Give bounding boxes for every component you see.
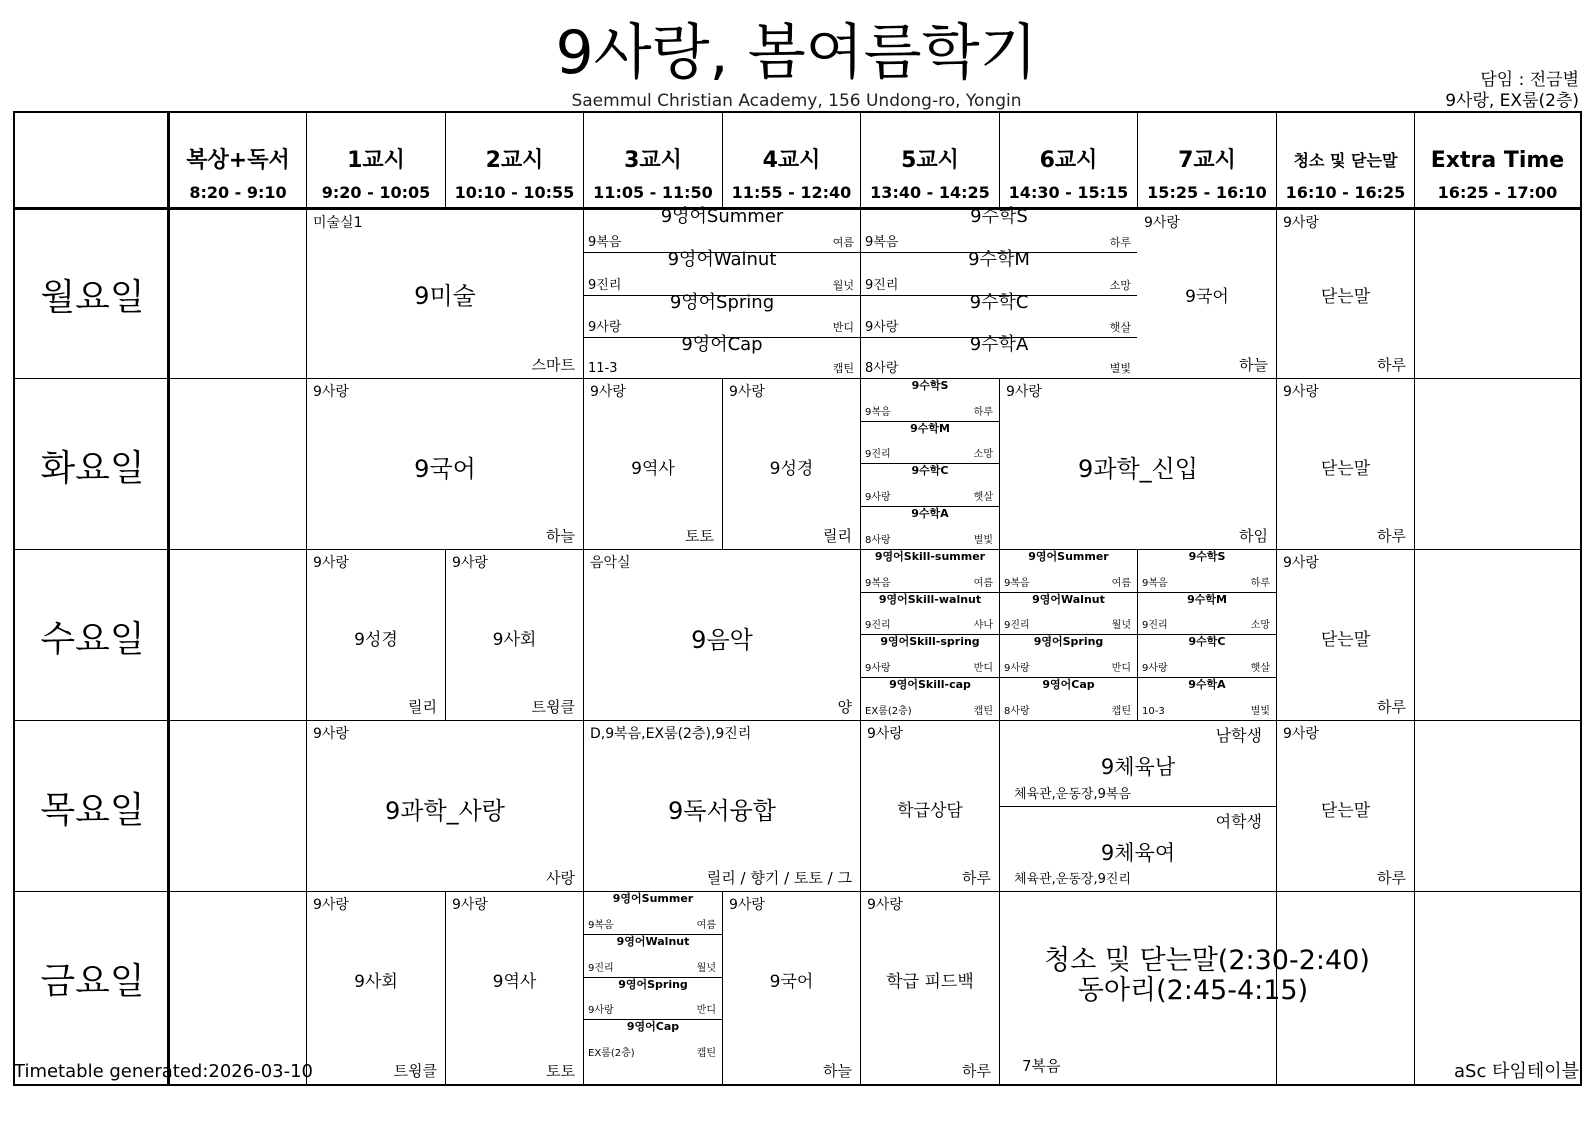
lesson-subject: 9영어Skill-walnut <box>878 593 982 606</box>
lesson-subject: 9수학S <box>911 379 949 392</box>
lesson-subject: 9영어Summer <box>660 206 784 227</box>
lesson-subject: 9음악 <box>691 626 753 654</box>
lesson-teacher: 하루 <box>973 407 993 418</box>
lesson-cell[interactable] <box>1138 210 1276 378</box>
period-time: 16:25 - 17:00 <box>1437 183 1558 202</box>
lesson-room: 9사랑 <box>1142 663 1168 674</box>
lesson-teacher: 캡틴 <box>973 706 993 717</box>
period-time: 15:25 - 16:10 <box>1147 183 1267 202</box>
lesson-subject: 9수학C <box>1188 635 1226 648</box>
lesson-teacher: 별빛 <box>1109 362 1131 375</box>
lesson-room: 8사랑 <box>865 535 891 546</box>
lesson-teacher: 사랑 <box>546 869 575 887</box>
split-lesson[interactable] <box>584 1020 722 1062</box>
lesson-cell[interactable] <box>307 892 445 1084</box>
lesson-subject: 9영어Summer <box>1028 550 1109 563</box>
lesson-subject: 9역사 <box>492 972 537 992</box>
lesson-room: 9복음 <box>865 578 891 589</box>
lesson-subject: 9국어 <box>769 972 814 992</box>
lesson-subject: 9국어 <box>414 455 476 483</box>
period-header <box>170 113 306 207</box>
lesson-room: EX룸(2층) <box>588 1048 635 1059</box>
lesson-room: 9사랑 <box>1004 663 1030 674</box>
period-name: 5교시 <box>901 148 959 173</box>
lesson-room: 9사랑 <box>313 384 349 400</box>
lesson-room: 9사랑 <box>865 663 891 674</box>
lesson-room: 9복음 <box>588 235 622 250</box>
day-label-thursday: 목요일 <box>40 790 145 831</box>
split-lesson[interactable] <box>584 334 860 378</box>
period-header <box>861 113 999 207</box>
lesson-cell[interactable] <box>723 892 860 1084</box>
lesson-subject: 학급상담 <box>897 801 963 821</box>
lesson-teacher: 트윙클 <box>531 698 575 716</box>
split-lesson[interactable] <box>584 935 722 978</box>
lesson-room: 9사랑 <box>313 897 349 913</box>
lesson-teacher: 하루 <box>962 869 991 887</box>
lesson-teacher: 하루 <box>1377 869 1406 887</box>
period-name: 7교시 <box>1178 148 1236 173</box>
lesson-cell[interactable] <box>584 721 860 891</box>
lesson-teacher: 소망 <box>1250 620 1270 631</box>
split-lesson[interactable] <box>861 206 1137 253</box>
period-header <box>1138 113 1276 207</box>
lesson-teacher: 여름 <box>832 236 854 249</box>
lesson-room: 9진리 <box>865 449 891 460</box>
lesson-room: 7복음 <box>1022 1057 1061 1075</box>
period-time: 8:20 - 9:10 <box>189 183 287 202</box>
lesson-subject: 9영어Skill-spring <box>880 635 980 648</box>
lesson-subject: 9영어Spring <box>1033 635 1104 648</box>
lesson-cell[interactable] <box>723 379 860 549</box>
lesson-cell[interactable] <box>1277 210 1414 378</box>
lesson-subject: 닫는말 <box>1320 287 1371 307</box>
period-time: 13:40 - 14:25 <box>870 183 990 202</box>
lesson-subject: 9수학A <box>911 507 949 520</box>
split-lesson-cell <box>1000 550 1137 720</box>
split-lesson[interactable] <box>1000 635 1137 678</box>
lesson-room: 10-3 <box>1142 706 1165 717</box>
lesson-room: 9사랑 <box>452 555 488 571</box>
lesson-subject: 9수학C <box>911 464 949 477</box>
period-name: 청소 및 닫는말 <box>1293 151 1398 170</box>
lesson-room: D,9복음,EX룸(2층),9진리 <box>590 726 752 742</box>
lesson-subject: 9영어Summer <box>612 892 694 905</box>
lesson-room: 9사랑 <box>865 320 899 335</box>
lesson-subject: 9수학C <box>969 292 1029 313</box>
period-time: 11:05 - 11:50 <box>593 183 713 202</box>
lesson-teacher: 토토 <box>685 527 714 545</box>
lesson-cell[interactable] <box>307 210 583 378</box>
period-header <box>307 113 445 207</box>
lesson-room: 미술실1 <box>313 215 363 231</box>
club-line-1: 청소 및 닫는말(2:30-2:40) <box>1044 945 1370 976</box>
split-lesson-cell <box>1138 550 1276 720</box>
lesson-teacher: 햇살 <box>1250 663 1270 674</box>
lesson-room: 9진리 <box>865 620 891 631</box>
lesson-subject: 9성경 <box>354 630 398 650</box>
period-header <box>1415 113 1580 207</box>
split-lesson[interactable] <box>861 507 999 549</box>
lesson-teacher: 월넛 <box>696 963 716 974</box>
lesson-teacher: 양 <box>837 698 852 716</box>
lesson-subject: 9영어Cap <box>681 334 763 355</box>
period-name: 4교시 <box>762 148 821 173</box>
lesson-room: 체육관,운동장,9복음 <box>1014 787 1131 802</box>
lesson-room: 9사랑 <box>865 492 891 503</box>
lesson-subject: 9수학S <box>1188 550 1226 563</box>
lesson-subject: 9영어Skill-cap <box>889 678 971 691</box>
split-lesson[interactable] <box>861 379 999 422</box>
lesson-subject: 9영어Cap <box>1042 678 1095 691</box>
lesson-room: 9진리 <box>588 278 622 293</box>
split-lesson[interactable] <box>861 334 1137 378</box>
lesson-teacher: 하루 <box>962 1062 991 1080</box>
lesson-teacher: 하루 <box>1109 236 1131 249</box>
lesson-cell[interactable] <box>1000 721 1276 807</box>
split-lesson[interactable] <box>1138 635 1276 678</box>
split-lesson[interactable] <box>1000 550 1137 593</box>
day-label-tuesday: 화요일 <box>40 448 145 489</box>
lesson-subject: 9국어 <box>1185 287 1229 307</box>
lesson-teacher: 별빛 <box>973 535 993 546</box>
split-lesson[interactable] <box>1138 550 1276 593</box>
homeroom-class: 9사랑, EX룸(2층) <box>1445 91 1579 111</box>
lesson-room: 9사랑 <box>1006 384 1042 400</box>
lesson-teacher: 반디 <box>696 1005 716 1016</box>
lesson-teacher: 릴리 <box>823 527 852 545</box>
split-lesson[interactable] <box>861 292 1137 338</box>
lesson-teacher: 릴리 / 향기 / 토토 / 그 <box>706 869 852 887</box>
software-credit: aSc 타임테이블 <box>1453 1061 1579 1082</box>
lesson-teacher: 여름 <box>1111 578 1131 589</box>
lesson-room: 9사랑 <box>313 726 349 742</box>
split-lesson-cell <box>861 379 999 549</box>
lesson-subject: 9과학_신입 <box>1077 455 1198 483</box>
lesson-cell[interactable] <box>584 379 722 549</box>
lesson-cell[interactable] <box>446 892 583 1084</box>
timetable-grid <box>13 111 1582 1086</box>
lesson-teacher: 샤나 <box>973 620 993 631</box>
split-lesson[interactable] <box>1000 593 1137 635</box>
lesson-room: 9사랑 <box>590 384 626 400</box>
lesson-teacher: 하임 <box>1239 527 1268 545</box>
lesson-room: 9사랑 <box>1283 384 1319 400</box>
lesson-subject: 닫는말 <box>1320 801 1371 821</box>
lesson-room: 9사랑 <box>867 897 903 913</box>
lesson-subject: 9수학S <box>970 206 1028 227</box>
lesson-subject: 9체육여 <box>1100 841 1176 865</box>
split-lesson[interactable] <box>861 249 1137 296</box>
lesson-teacher: 토토 <box>546 1062 575 1080</box>
lesson-teacher: 하루 <box>1250 578 1270 589</box>
lesson-teacher: 반디 <box>973 663 993 674</box>
lesson-subject: 9영어Cap <box>626 1020 680 1033</box>
day-label-monday: 월요일 <box>40 277 145 318</box>
period-header <box>446 113 583 207</box>
split-lesson[interactable] <box>861 550 999 593</box>
lesson-room: 8사랑 <box>865 361 899 376</box>
lesson-teacher: 트윙클 <box>393 1062 437 1080</box>
lesson-subject: 9수학M <box>910 422 950 435</box>
lesson-subject: 9수학A <box>969 334 1029 355</box>
lesson-room: 9복음 <box>588 920 614 931</box>
lesson-room: 9사랑 <box>588 320 622 335</box>
lesson-room: 음악실 <box>590 555 631 571</box>
split-lesson[interactable] <box>861 464 999 507</box>
lesson-room: 9사랑 <box>1283 555 1319 571</box>
lesson-teacher: 여름 <box>973 578 993 589</box>
lesson-room: EX룸(2층) <box>865 706 912 717</box>
split-lesson-cell <box>861 550 999 720</box>
lesson-room: 9사랑 <box>867 726 903 742</box>
lesson-subject: 9독서융합 <box>667 797 776 825</box>
split-lesson-cell <box>584 892 722 1084</box>
lesson-subject: 9수학M <box>1187 593 1227 606</box>
lesson-teacher: 하늘 <box>546 527 575 545</box>
split-lesson[interactable] <box>1138 678 1276 720</box>
lesson-cell[interactable] <box>307 721 583 891</box>
lesson-cell[interactable] <box>1000 807 1276 891</box>
lesson-cell[interactable] <box>307 550 445 720</box>
lesson-subject: 9수학M <box>968 249 1030 270</box>
generated-date: Timetable generated:2026-03-10 <box>14 1061 314 1082</box>
period-header <box>1000 113 1137 207</box>
lesson-cell[interactable] <box>446 550 583 720</box>
lesson-subject: 9성경 <box>769 459 814 479</box>
lesson-subject: 9사회 <box>354 972 398 992</box>
lesson-room: 9진리 <box>1142 620 1168 631</box>
lesson-room: 9사랑 <box>313 555 349 571</box>
lesson-room: 9사랑 <box>1144 215 1180 231</box>
lesson-room: 9복음 <box>865 407 891 418</box>
lesson-subject: 9미술 <box>414 282 476 310</box>
school-address: Saemmul Christian Academy, 156 Undong-ro, Yongin <box>571 91 1022 111</box>
period-name: 2교시 <box>485 148 544 173</box>
split-lesson[interactable] <box>861 635 999 678</box>
lesson-cell[interactable] <box>307 379 583 549</box>
period-time: 14:30 - 15:15 <box>1008 183 1129 202</box>
lesson-teacher: 캡틴 <box>696 1048 716 1059</box>
lesson-teacher: 월넛 <box>1111 620 1131 631</box>
split-lesson[interactable] <box>1138 593 1276 635</box>
page-title: 9사랑, 봄여름학기 <box>555 18 1038 88</box>
lesson-group: 남학생 <box>1215 726 1262 745</box>
period-time: 10:10 - 10:55 <box>454 183 575 202</box>
lesson-room: 9사랑 <box>1283 726 1319 742</box>
lesson-room: 9사랑 <box>729 384 765 400</box>
lesson-room: 11-3 <box>588 361 618 376</box>
lesson-cell[interactable] <box>1277 379 1414 549</box>
club-cell[interactable] <box>1000 892 1414 1084</box>
lesson-subject: 9영어Skill-summer <box>874 550 986 563</box>
lesson-cell[interactable] <box>861 721 999 891</box>
lesson-room: 9진리 <box>588 963 614 974</box>
lesson-subject: 9영어Walnut <box>1032 593 1105 606</box>
day-label-wednesday: 수요일 <box>40 619 145 660</box>
period-header <box>1277 113 1414 207</box>
lesson-room: 9사랑 <box>452 897 488 913</box>
period-name: 6교시 <box>1039 148 1098 173</box>
split-lesson[interactable] <box>1000 678 1137 720</box>
period-name: 1교시 <box>347 148 405 173</box>
period-name: 3교시 <box>624 148 682 173</box>
lesson-room: 체육관,운동장,9진리 <box>1014 872 1131 887</box>
lesson-teacher: 하늘 <box>1239 356 1268 374</box>
lesson-teacher: 월넛 <box>832 279 854 292</box>
lesson-teacher: 하늘 <box>823 1062 852 1080</box>
lesson-cell[interactable] <box>1277 721 1414 891</box>
club-line-2: 동아리(2:45-4:15) <box>1077 975 1309 1006</box>
lesson-subject: 학급 피드백 <box>886 972 974 992</box>
lesson-teacher: 하루 <box>1377 527 1406 545</box>
period-header <box>584 113 722 207</box>
lesson-teacher: 반디 <box>832 321 854 334</box>
period-time: 16:10 - 16:25 <box>1285 183 1406 202</box>
lesson-subject: 9영어Walnut <box>616 935 690 948</box>
lesson-teacher: 소망 <box>1109 279 1131 292</box>
lesson-subject: 9과학_사랑 <box>384 797 505 825</box>
split-lesson[interactable] <box>584 249 860 296</box>
split-lesson[interactable] <box>584 292 860 338</box>
lesson-teacher: 하루 <box>1377 698 1406 716</box>
lesson-subject: 9영어Spring <box>669 292 775 313</box>
lesson-room: 9사랑 <box>588 1005 614 1016</box>
lesson-teacher: 별빛 <box>1250 706 1270 717</box>
lesson-teacher: 하루 <box>1377 356 1406 374</box>
lesson-teacher: 햇살 <box>973 492 993 503</box>
period-time: 11:55 - 12:40 <box>731 183 852 202</box>
lesson-room: 9진리 <box>1004 620 1030 631</box>
lesson-subject: 9수학A <box>1188 678 1226 691</box>
split-lesson[interactable] <box>861 678 999 720</box>
lesson-subject: 닫는말 <box>1320 630 1371 650</box>
period-name: 복상+독서 <box>186 148 290 173</box>
split-lesson[interactable] <box>861 593 999 635</box>
lesson-subject: 9역사 <box>631 459 675 479</box>
split-lesson-cell <box>861 206 1137 378</box>
split-lesson[interactable] <box>584 206 860 253</box>
lesson-room: 9복음 <box>1142 578 1168 589</box>
lesson-teacher: 릴리 <box>408 698 437 716</box>
period-time: 9:20 - 10:05 <box>321 183 431 202</box>
lesson-subject: 9체육남 <box>1100 755 1176 779</box>
homeroom-teacher: 담임 : 전금별 <box>1480 70 1579 90</box>
lesson-room: 8사랑 <box>1004 706 1030 717</box>
split-lesson[interactable] <box>861 422 999 464</box>
split-lesson[interactable] <box>584 978 722 1020</box>
lesson-subject: 9사회 <box>492 630 537 650</box>
day-label-friday: 금요일 <box>40 961 145 1002</box>
lesson-teacher: 소망 <box>973 449 993 460</box>
lesson-group: 여학생 <box>1215 812 1262 831</box>
split-lesson-cell <box>584 206 860 378</box>
lesson-subject: 9영어Walnut <box>667 249 777 270</box>
lesson-teacher: 캡틴 <box>832 362 854 375</box>
lesson-subject: 9영어Spring <box>618 978 688 991</box>
lesson-subject: 닫는말 <box>1320 459 1371 479</box>
lesson-cell[interactable] <box>1277 550 1414 720</box>
lesson-teacher: 반디 <box>1111 663 1131 674</box>
lesson-teacher: 햇살 <box>1109 321 1131 334</box>
lesson-room: 9진리 <box>865 278 899 293</box>
lesson-cell[interactable] <box>584 550 860 720</box>
period-name: Extra Time <box>1430 148 1565 173</box>
split-lesson[interactable] <box>584 892 722 935</box>
lesson-teacher: 스마트 <box>531 356 575 374</box>
period-header <box>723 113 860 207</box>
lesson-room: 9사랑 <box>1283 215 1319 231</box>
lesson-room: 9복음 <box>865 235 899 250</box>
lesson-room: 9사랑 <box>729 897 765 913</box>
lesson-room: 9복음 <box>1004 578 1030 589</box>
lesson-cell[interactable] <box>1000 379 1276 549</box>
lesson-teacher: 여름 <box>696 920 716 931</box>
lesson-teacher: 캡틴 <box>1111 706 1131 717</box>
